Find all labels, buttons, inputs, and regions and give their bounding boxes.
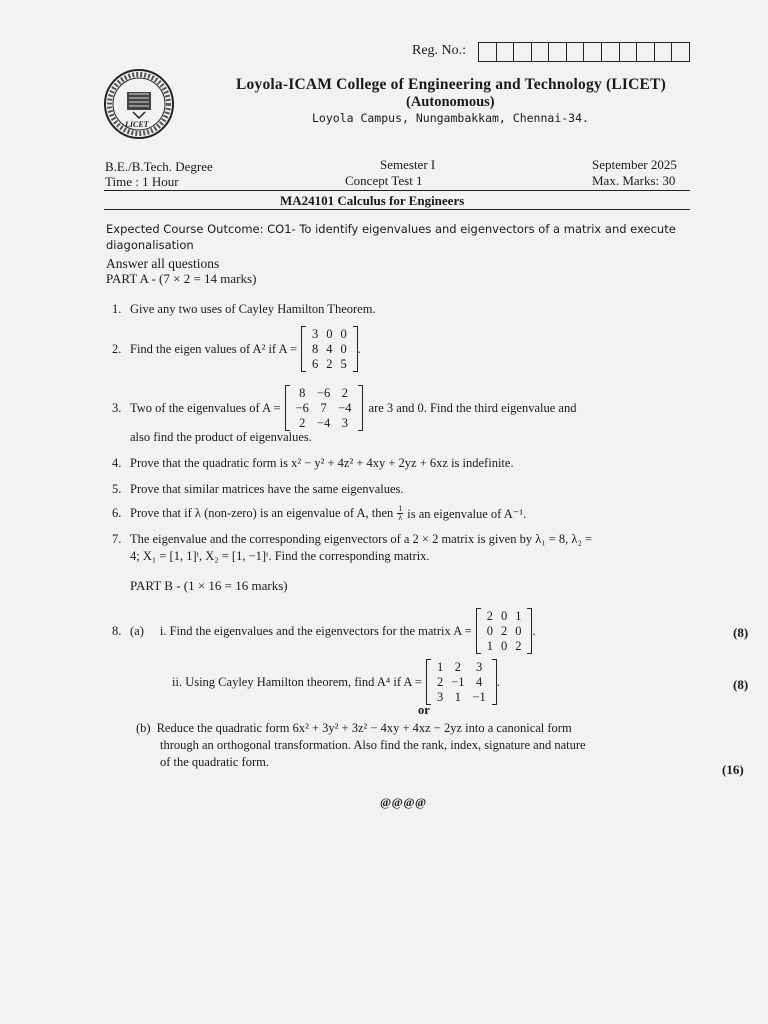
exam-month: September 2025 <box>592 157 677 172</box>
exam-semester: Semester I <box>380 157 436 172</box>
question-6: 6. Prove that if λ (non-zero) is an eigenvalue of A, then 1 λ is an eigenvalue of A⁻¹. <box>112 504 527 522</box>
question-7: 7. The eigenvalue and the corresponding eigenvectors of a 2 × 2 matrix is given by λ₁ = 8, λ₂ = <box>112 532 592 546</box>
question-8a-ii: ii. Using Cayley Hamilton theorem, find A⁴ if A = 1 2 3 2 −1 4 3 1 −1 . <box>172 659 500 704</box>
part-b-heading: PART B - (1 × 16 = 16 marks) <box>130 578 288 593</box>
reg-no-boxes[interactable] <box>478 42 690 62</box>
q8a-ii-marks: (8) <box>733 677 749 692</box>
question-8b: (b) Reduce the quadratic form 6x² + 3y² + 3z² − 4xy + 4xz − 2yz into a canonical form <box>136 721 572 735</box>
header-rule-bottom <box>104 209 690 210</box>
question-3-line2: also find the product of eigenvalues. <box>130 430 312 444</box>
question-8b-line2: through an orthogonal transformation. Also find the rank, index, signature and nature <box>160 738 586 752</box>
question-5: 5. Prove that similar matrices have the same eigenvalues. <box>112 482 404 496</box>
instruction: Answer all questions <box>106 256 220 271</box>
question-7-line2: 4; X₁ = [1, 1]ᵗ, X₂ = [1, −1]ᵗ. Find the corresponding matrix. <box>130 549 430 563</box>
header-rule-top <box>104 190 690 191</box>
exam-max-marks: Max. Marks: 30 <box>592 173 676 188</box>
course-title: MA24101 Calculus for Engineers <box>280 193 465 208</box>
question-3: 3. Two of the eigenvalues of A = 8 −6 2 −6 7 −4 2 −4 3 are 3 and 0. Find the third eigenvalue and <box>112 385 577 430</box>
question-8a-i: 8. (a) i. Find the eigenvalues and the eigenvectors for the matrix A = 2 0 1 0 2 0 1 0 2 . <box>112 608 536 653</box>
college-logo-icon <box>103 68 175 140</box>
q8a-i-marks: (8) <box>733 625 749 640</box>
q8a-ii-matrix: 1 2 3 2 −1 4 3 1 −1 <box>426 659 497 705</box>
question-4: 4. Prove that the quadratic form is x² − y² + 4z² + 4xy + 2yz + 6xz is indefinite. <box>112 456 514 470</box>
logo-text: LICET <box>125 120 149 129</box>
or-separator: or <box>418 703 430 717</box>
question-2: 2. Find the eigen values of A² if A = 3 0 0 8 4 0 6 2 5 . <box>112 326 361 371</box>
q8b-marks: (16) <box>722 762 744 777</box>
reg-no-label: Reg. No.: <box>412 43 467 58</box>
question-8b-line3: of the quadratic form. <box>160 755 269 769</box>
college-address: Loyola Campus, Nungambakkam, Chennai-34. <box>312 111 589 125</box>
q2-matrix: 3 0 0 8 4 0 6 2 5 <box>301 326 358 372</box>
question-1: 1. Give any two uses of Cayley Hamilton Theorem. <box>112 302 376 316</box>
q6-fraction: 1 λ <box>398 504 403 522</box>
exam-test: Concept Test 1 <box>345 173 423 188</box>
course-outcome: Expected Course Outcome: CO1- To identify eigenvalues and eigenvectors of a matrix and execute diagonalisation <box>106 222 676 252</box>
q8a-i-matrix: 2 0 1 0 2 0 1 0 2 <box>476 608 533 654</box>
college-status: (Autonomous) <box>406 94 495 110</box>
college-name: Loyola-ICAM College of Engineering and Technology (LICET) <box>236 76 666 93</box>
exam-time: Time : 1 Hour <box>105 174 179 189</box>
exam-degree: B.E./B.Tech. Degree <box>105 159 213 174</box>
q3-matrix: 8 −6 2 −6 7 −4 2 −4 3 <box>285 385 363 431</box>
part-a-heading: PART A - (7 × 2 = 14 marks) <box>106 271 257 286</box>
footer-mark: @@@@ <box>380 795 427 809</box>
